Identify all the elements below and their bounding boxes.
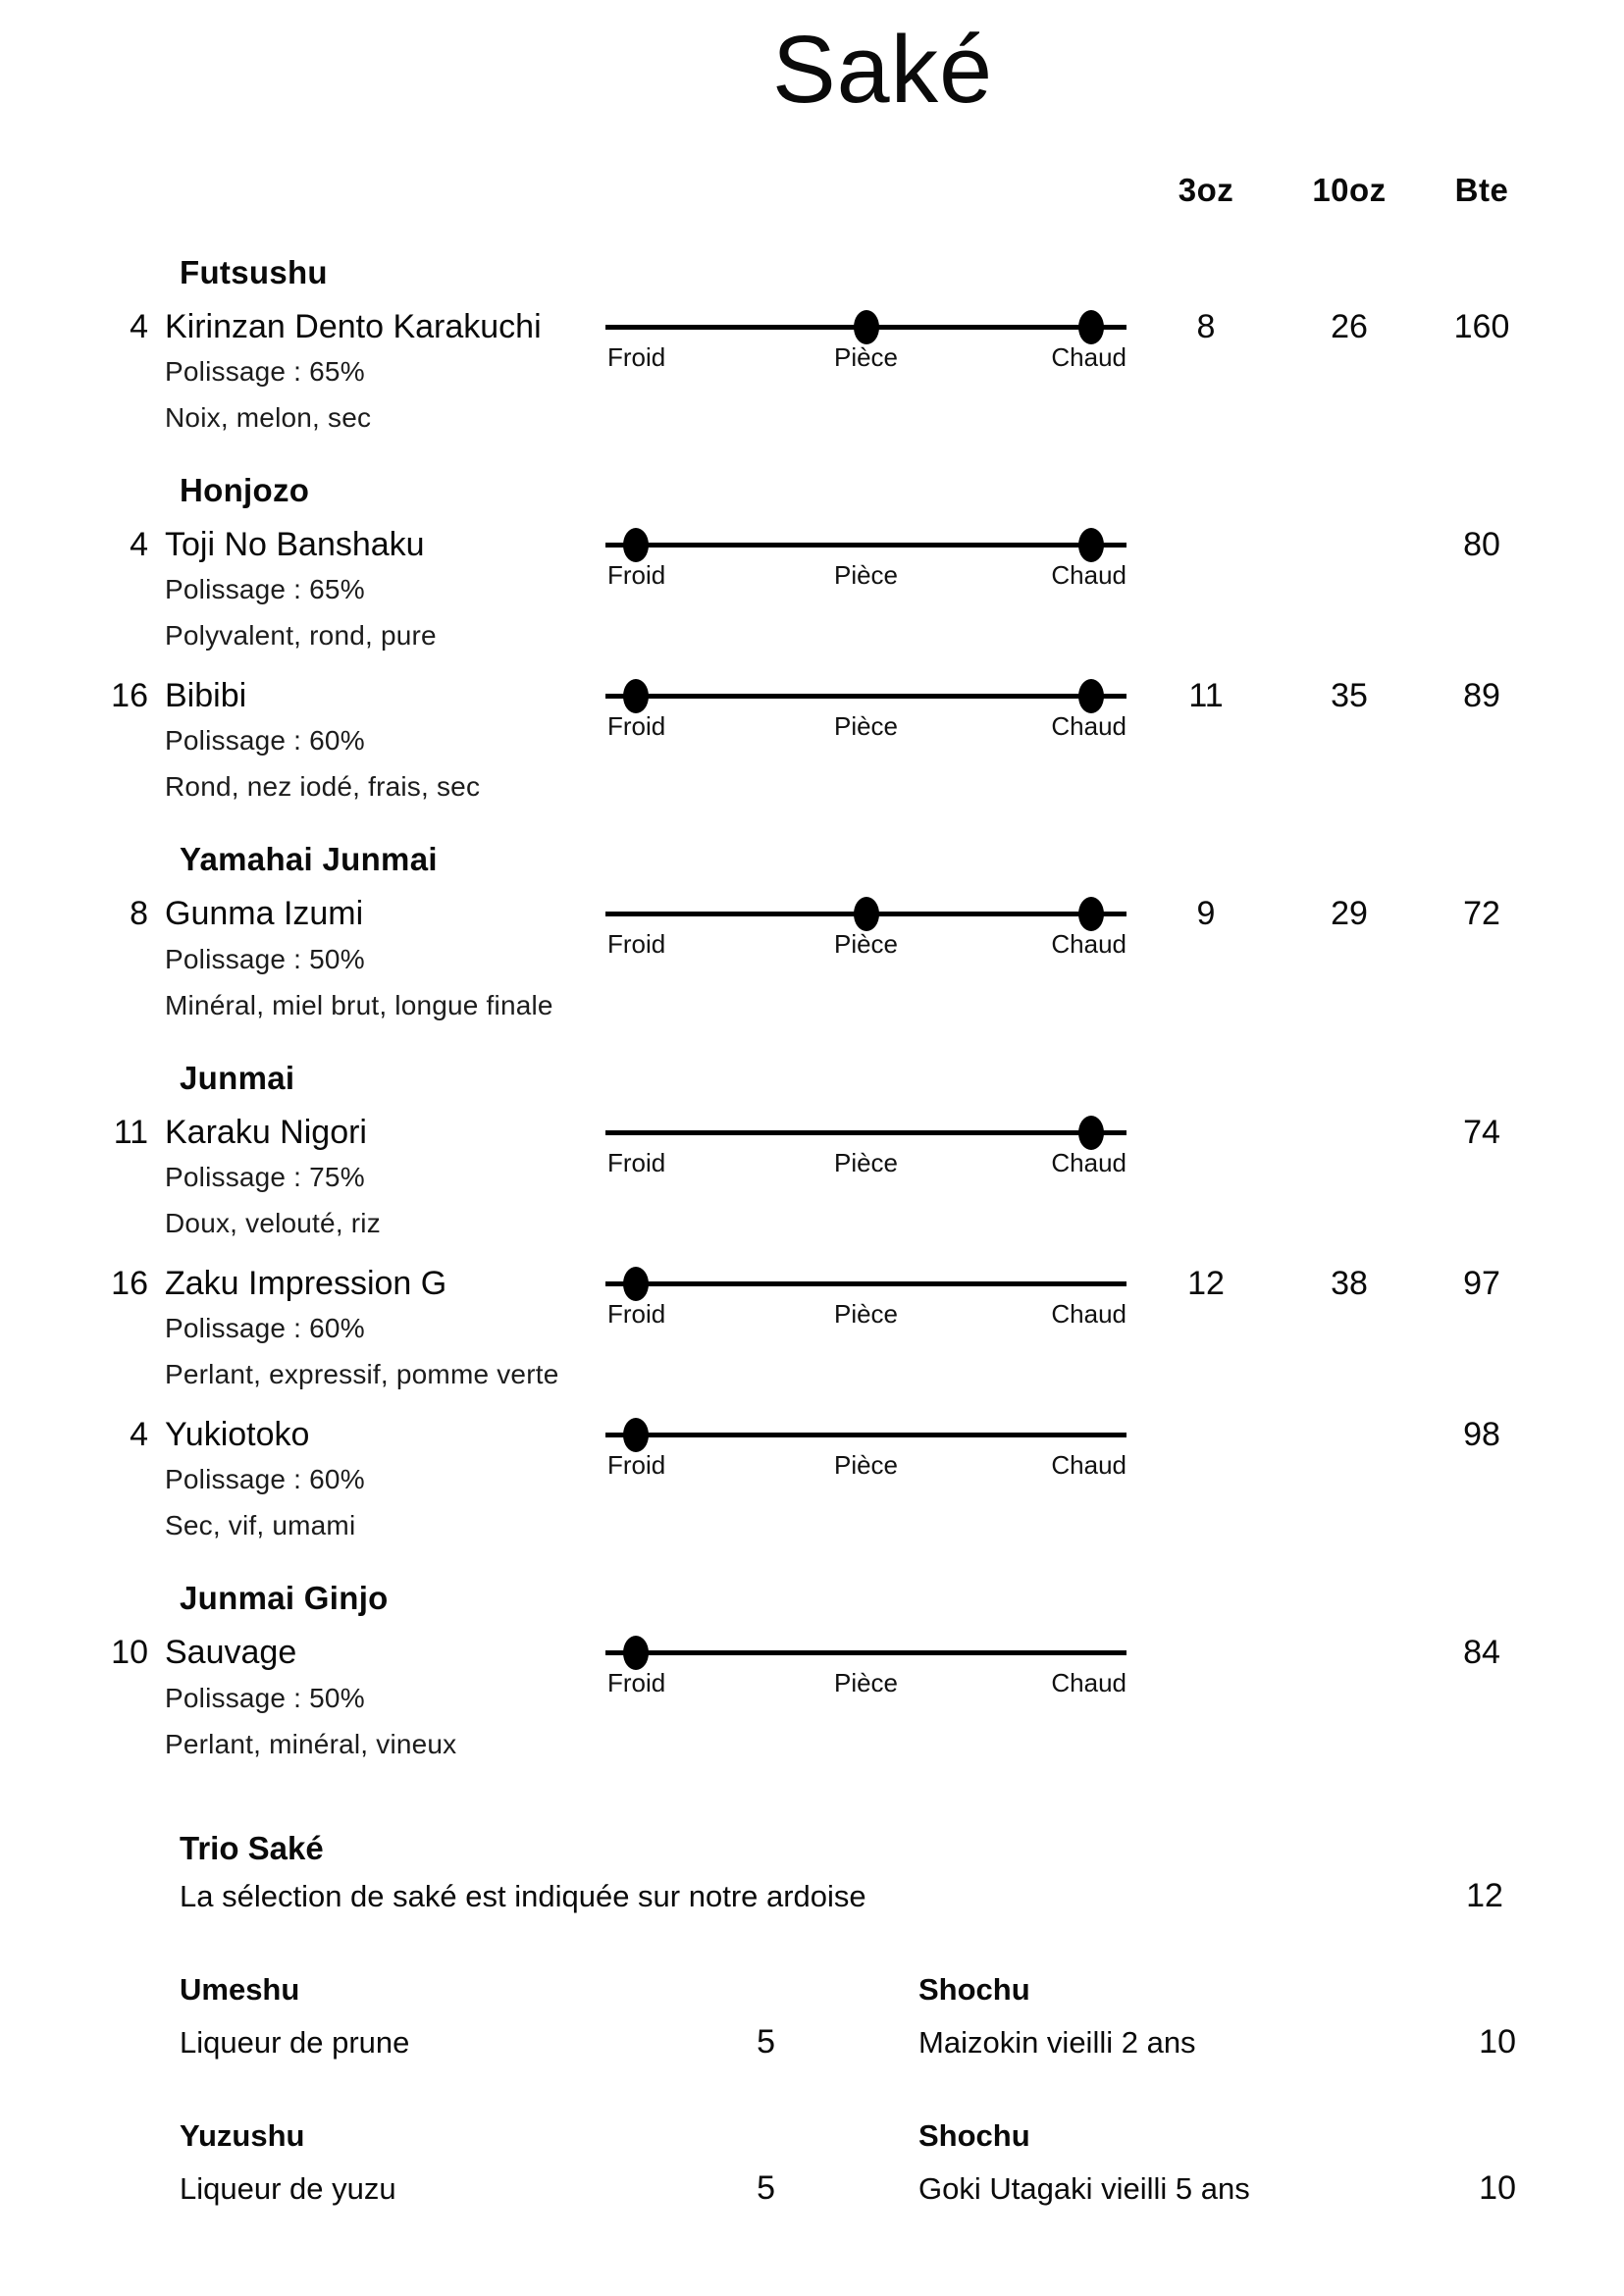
scale-labels xyxy=(605,560,1126,596)
item-tasting-notes: Polyvalent, rond, pure xyxy=(165,620,437,652)
shochu-price-2: 10 xyxy=(1479,2168,1516,2207)
item-name: Karaku Nigori xyxy=(165,1113,367,1151)
section-header: Junmai xyxy=(180,1059,295,1096)
temperature-scale xyxy=(605,892,1126,986)
scale-label-chaud: Chaud xyxy=(1051,1147,1126,1177)
scale-label-chaud: Chaud xyxy=(1051,341,1126,372)
item-glass-number: 4 xyxy=(130,1416,148,1454)
section-header: Junmai Ginjo xyxy=(180,1580,389,1617)
temperature-scale xyxy=(605,523,1126,617)
temperature-scale xyxy=(605,1413,1126,1507)
item-tasting-notes: Rond, nez iodé, frais, sec xyxy=(165,771,481,803)
bottom-row-1 xyxy=(180,1972,1624,2061)
shochu-header-1: Shochu xyxy=(918,1971,1030,2007)
sake-item-row xyxy=(0,1111,1624,1246)
temperature-scale xyxy=(605,1262,1126,1356)
scale-label-froid: Froid xyxy=(607,341,666,372)
scale-label-froid: Froid xyxy=(607,1450,666,1481)
temp-dot-chaud xyxy=(1078,310,1104,344)
scale-line xyxy=(605,1650,1126,1655)
umeshu-price: 5 xyxy=(757,2022,775,2061)
item-polishing: Polissage : 50% xyxy=(165,943,365,974)
item-polishing: Polissage : 75% xyxy=(165,1161,365,1192)
scale-line xyxy=(605,1130,1126,1135)
scale-label-piece: Pièce xyxy=(833,1450,899,1481)
yuzushu-header: Yuzushu xyxy=(180,2117,305,2153)
scale-line xyxy=(605,1281,1126,1286)
item-name: Bibibi xyxy=(165,677,247,715)
scale-labels xyxy=(605,929,1126,965)
temperature-scale xyxy=(605,1111,1126,1205)
sake-item-row xyxy=(0,674,1624,809)
temp-dot-chaud xyxy=(1078,897,1104,931)
item-glass-number: 8 xyxy=(130,895,148,933)
column-header-bottle: Bte xyxy=(1454,171,1509,208)
yuzushu-description: Liqueur de yuzu xyxy=(180,2170,396,2206)
shochu-description-1: Maizokin vieilli 2 ans xyxy=(918,2024,1196,2060)
trio-price-bottle: 12 xyxy=(1466,1876,1503,1914)
price-10oz xyxy=(1285,523,1413,658)
price-3oz: 9 xyxy=(1196,895,1216,933)
scale-label-piece: Pièce xyxy=(833,341,899,372)
item-polishing: Polissage : 60% xyxy=(165,725,365,757)
item-glass-number: 10 xyxy=(111,1634,148,1672)
item-name: Gunma Izumi xyxy=(165,895,364,933)
sake-item-row xyxy=(0,892,1624,1027)
page-title: Saké xyxy=(771,16,994,123)
scale-labels xyxy=(605,1148,1126,1183)
item-name: Toji No Banshaku xyxy=(165,525,425,563)
temp-dot-froid xyxy=(623,1418,649,1452)
sake-item-row xyxy=(0,1631,1624,1766)
price-column-headers xyxy=(0,172,1624,209)
umeshu-block xyxy=(180,1972,775,2061)
price-bottle: 80 xyxy=(1463,525,1500,563)
item-glass-number: 16 xyxy=(111,677,148,715)
temperature-scale xyxy=(605,305,1126,399)
bottom-row-2 xyxy=(180,2118,1624,2208)
scale-label-froid: Froid xyxy=(607,1147,666,1177)
sake-item-row xyxy=(0,1413,1624,1548)
price-3oz xyxy=(1126,1631,1285,1766)
scale-label-chaud: Chaud xyxy=(1051,711,1126,742)
scale-label-froid: Froid xyxy=(607,559,666,590)
item-info xyxy=(165,1111,605,1246)
scale-label-froid: Froid xyxy=(607,929,666,960)
temp-dot-chaud xyxy=(1078,528,1104,562)
item-info xyxy=(165,1262,605,1397)
price-bottle: 84 xyxy=(1463,1634,1500,1672)
scale-label-froid: Froid xyxy=(607,1668,666,1698)
scale-label-piece: Pièce xyxy=(833,1147,899,1177)
temp-dot-piece xyxy=(854,310,879,344)
section-header: Yamahai Junmai xyxy=(180,841,438,878)
item-glass-number: 4 xyxy=(130,525,148,563)
price-3oz: 11 xyxy=(1188,677,1224,715)
menu-section xyxy=(0,1060,1624,1549)
item-info xyxy=(165,674,605,809)
menu-section xyxy=(0,1580,1624,1766)
scale-label-piece: Pièce xyxy=(833,559,899,590)
column-header-10oz: 10oz xyxy=(1312,171,1387,208)
price-3oz xyxy=(1126,1413,1285,1548)
temp-dot-chaud xyxy=(1078,679,1104,713)
temp-dot-froid xyxy=(623,528,649,562)
item-info xyxy=(165,305,605,441)
sake-item-row xyxy=(0,523,1624,658)
item-polishing: Polissage : 65% xyxy=(165,355,365,387)
item-info xyxy=(165,1631,605,1766)
umeshu-header: Umeshu xyxy=(180,1971,300,2007)
section-header: Futsushu xyxy=(180,253,328,290)
menu-section xyxy=(0,841,1624,1027)
price-10oz xyxy=(1285,1631,1413,1766)
item-polishing: Polissage : 65% xyxy=(165,574,365,605)
scale-label-piece: Pièce xyxy=(833,711,899,742)
menu-section xyxy=(0,254,1624,441)
trio-sake-block xyxy=(180,1830,1553,1915)
scale-labels xyxy=(605,1299,1126,1334)
shochu-header-2: Shochu xyxy=(918,2117,1030,2153)
scale-label-piece: Pièce xyxy=(833,1298,899,1329)
umeshu-description: Liqueur de prune xyxy=(180,2024,410,2060)
price-10oz: 38 xyxy=(1331,1264,1368,1302)
scale-line xyxy=(605,694,1126,699)
item-tasting-notes: Perlant, expressif, pomme verte xyxy=(165,1359,559,1390)
scale-label-piece: Pièce xyxy=(833,929,899,960)
scale-label-chaud: Chaud xyxy=(1051,1298,1126,1329)
price-10oz: 29 xyxy=(1331,895,1368,933)
item-polishing: Polissage : 60% xyxy=(165,1313,365,1344)
price-3oz xyxy=(1126,1111,1285,1246)
price-10oz: 35 xyxy=(1331,677,1368,715)
temp-dot-froid xyxy=(623,1267,649,1301)
section-header: Honjozo xyxy=(180,471,310,508)
item-tasting-notes: Minéral, miel brut, longue finale xyxy=(165,989,553,1020)
price-3oz: 12 xyxy=(1187,1264,1225,1302)
item-info xyxy=(165,1413,605,1548)
menu-section xyxy=(0,472,1624,810)
item-glass-number: 11 xyxy=(113,1113,148,1151)
price-bottle: 98 xyxy=(1463,1416,1500,1454)
item-name: Zaku Impression G xyxy=(165,1264,447,1302)
scale-label-chaud: Chaud xyxy=(1051,929,1126,960)
sake-item-row xyxy=(0,305,1624,441)
scale-line xyxy=(605,543,1126,548)
trio-description: La sélection de saké est indiquée sur notre ardoise xyxy=(180,1878,866,1913)
item-tasting-notes: Noix, melon, sec xyxy=(165,401,372,433)
item-glass-number: 4 xyxy=(130,307,148,345)
scale-label-chaud: Chaud xyxy=(1051,1668,1126,1698)
temp-dot-froid xyxy=(623,679,649,713)
scale-labels xyxy=(605,1668,1126,1703)
item-name: Sauvage xyxy=(165,1634,297,1672)
item-name: Yukiotoko xyxy=(165,1416,310,1454)
price-bottle: 160 xyxy=(1453,307,1510,345)
scale-line xyxy=(605,1433,1126,1437)
price-bottle: 72 xyxy=(1463,895,1500,933)
item-tasting-notes: Sec, vif, umami xyxy=(165,1510,356,1541)
yuzushu-block xyxy=(180,2118,775,2208)
trio-header: Trio Saké xyxy=(180,1829,324,1866)
sake-item-row xyxy=(0,1262,1624,1397)
price-3oz xyxy=(1126,523,1285,658)
temp-dot-chaud xyxy=(1078,1116,1104,1150)
shochu-block-2 xyxy=(918,2118,1516,2208)
item-polishing: Polissage : 60% xyxy=(165,1464,365,1495)
yuzushu-price: 5 xyxy=(757,2168,775,2207)
shochu-block-1 xyxy=(918,1972,1516,2061)
scale-label-froid: Froid xyxy=(607,711,666,742)
scale-label-froid: Froid xyxy=(607,1298,666,1329)
price-10oz xyxy=(1285,1111,1413,1246)
item-info xyxy=(165,523,605,658)
item-tasting-notes: Perlant, minéral, vineux xyxy=(165,1728,457,1759)
price-bottle: 97 xyxy=(1463,1264,1500,1302)
temperature-scale xyxy=(605,1631,1126,1725)
item-info xyxy=(165,892,605,1027)
price-3oz: 8 xyxy=(1196,307,1216,345)
temp-dot-piece xyxy=(854,897,879,931)
scale-labels xyxy=(605,711,1126,747)
shochu-description-2: Goki Utagaki vieilli 5 ans xyxy=(918,2170,1250,2206)
price-bottle: 89 xyxy=(1463,677,1500,715)
price-10oz: 26 xyxy=(1331,307,1368,345)
scale-labels xyxy=(605,1450,1126,1486)
scale-labels xyxy=(605,342,1126,378)
scale-label-piece: Pièce xyxy=(833,1668,899,1698)
column-header-3oz: 3oz xyxy=(1178,171,1234,208)
item-glass-number: 16 xyxy=(111,1264,148,1302)
scale-label-chaud: Chaud xyxy=(1051,1450,1126,1481)
item-name: Kirinzan Dento Karakuchi xyxy=(165,307,542,345)
temp-dot-froid xyxy=(623,1636,649,1670)
item-tasting-notes: Doux, velouté, riz xyxy=(165,1207,381,1238)
scale-label-chaud: Chaud xyxy=(1051,559,1126,590)
temperature-scale xyxy=(605,674,1126,768)
item-polishing: Polissage : 50% xyxy=(165,1682,365,1713)
shochu-price-1: 10 xyxy=(1479,2022,1516,2061)
price-bottle: 74 xyxy=(1463,1113,1500,1151)
price-10oz xyxy=(1285,1413,1413,1548)
menu-sections xyxy=(0,254,1624,1767)
